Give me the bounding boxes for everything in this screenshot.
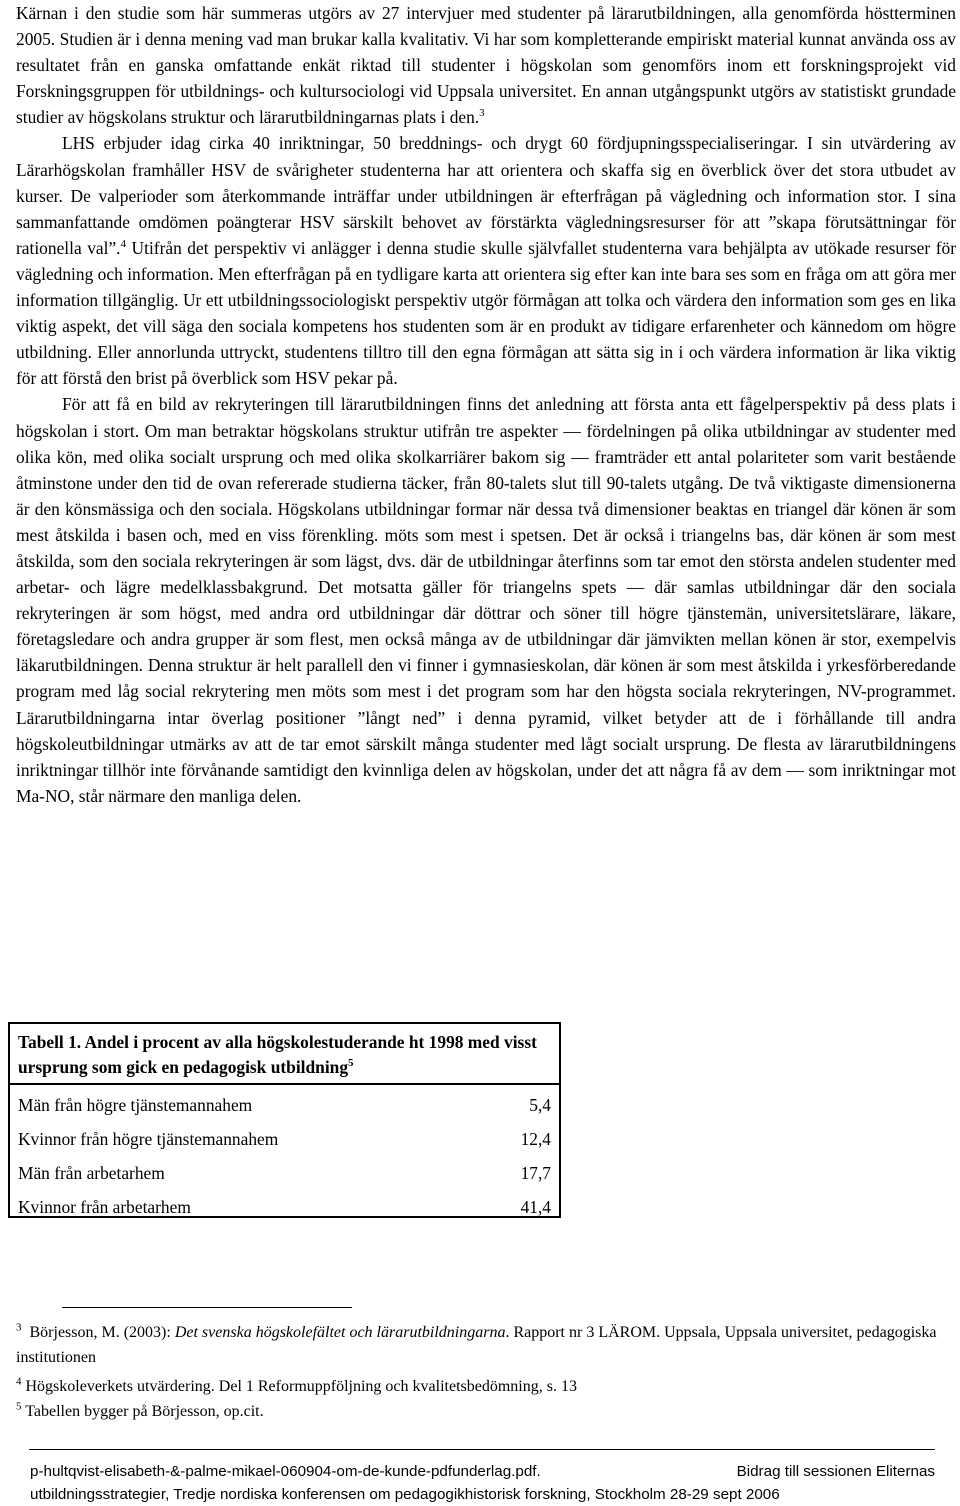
table-1 (8, 1022, 561, 1218)
footnote-ref-5[interactable]: 5 (348, 1057, 354, 1070)
page-footer-line-2: utbildningsstrategier, Tredje nordiska konferensen om pedagogikhistorisk forskning, Stockholm 28-29 sept 2006 (30, 1486, 780, 1503)
footnotes (16, 1320, 956, 1424)
row-value: 5,4 (529, 1095, 551, 1115)
row-label: Män från högre tjänstemannahem (18, 1095, 253, 1115)
table-title-text: Tabell 1. Andel i procent av alla högskolestuderande ht 1998 med visst ursprung som gick en pedagogisk utbildning (18, 1032, 537, 1077)
paragraph-2-text-b: Utifrån det perspektiv vi anlägger i denna studie skulle självfallet studenterna vara behjälpta av utökade resurser för vägledning och information. Men efterfrågan på en tydligare karta att orientera sig efter kan inte bara ses som en fråga om att göra mer information tillgänglig. Ur ett utbildningssociologiskt perspektiv utgör förmågan att tolka och värdera den information som ges en lika viktig aspekt, det vill säga den sociala kompetens hos studenten som är en produkt av tidigare erfarenheter och kännedom om högre utbildning. Eller annorlunda uttryckt, studentens tilltro till den egna förmågan att sätta sig in i och värdera information är lika viktig för att förstå den brist på överblick som HSV pekar på. (16, 237, 956, 389)
footer-filename: p-hultqvist-elisabeth-&-palme-mikael-060904-om-de-kunde-pdfunderlag.pdf. (30, 1463, 541, 1480)
footnote-4-text: Högskoleverkets utvärdering. Del 1 Reformuppföljning och kvalitetsbedömning, s. 13 (25, 1378, 577, 1395)
footnote-number: 4 (16, 1375, 22, 1388)
paragraph-3-text: För att få en bild av rekryteringen till lärarutbildningen finns det anledning att första anta ett fågelperspektiv på dess plats i högskolan i stort. Om man betraktar högskolans struktur utifrån tre aspekter — fördelningen på olika utbildningar av studenter med olika kön, med olika socialt ursprung och med olika skolkarriärer bakom sig — framträder ett antal polariteter som varit bestående åtminstone under den tid de ovan refererade studierna täcker, från 80-talets slut till 90-talets utgång. De två viktigaste dimensionerna är den könsmässiga och den sociala. Högskolans utbildningar formar när dessa två dimensioner beaktas en triangel där könen är som mest åtskilda i basen och, med en viss förenkling. möts som mest i spetsen. Det är också i triangelns bas, där könen är som mest åtskilda, som den sociala rekryteringen är som lägst, dvs. där de utbildningar återfinns som tar emot den största andelen studenter med arbetar- och lägre medelklassbakgrund. Det motsatta gäller för triangelns spets — där samlas utbildningar där den sociala rekryteringen är som högst, med andra ord utbildningar där döttrar och söner till högre tjänstemän, universitetslärare, läkare, företagsledare och andra grupper är som flest, men också många av de utbildningar där jämvikten mellan könen är stor, exempelvis läkarutbildningen. Denna struktur är helt parallell den vi finner i gymnasieskolan, där könen är som mest åtskilda i yrkesförberedande program med låg social rekrytering men möts som mest i det program som har den högsta sociala rekryteringen, NV-programmet. Lärarutbildningarna intar överlag positioner ”långt ned” i denna pyramid, vilket betyder att de i förhållande till andra högskoleutbildningar utmärks av att de tar emot särskilt många studenter med lågt socialt ursprung. De flesta av lärarutbildningens inriktningar tillhör inte förvånande samtidigt den kvinnliga delen av högskolan, under det att några få av dem — som inriktningar mot Ma-NO, står närmare den manliga delen. (16, 394, 956, 806)
row-label: Män från arbetarhem (18, 1163, 165, 1183)
row-label: Kvinnor från arbetarhem (18, 1197, 191, 1217)
table-title (18, 1030, 553, 1080)
row-value: 17,7 (520, 1163, 551, 1183)
page-footer-line-1 (30, 1460, 935, 1483)
footnote-3-post: . Rapport nr 3 LÄROM. Uppsala, Uppsala universitet, pedagogiska institutionen (16, 1324, 937, 1366)
row-label: Kvinnor från högre tjänstemannahem (18, 1129, 279, 1149)
footnote-number: 5 (16, 1400, 22, 1413)
paragraph-1 (16, 0, 956, 130)
footnote-5 (16, 1399, 956, 1424)
paragraph-2 (16, 130, 956, 391)
footnote-3-title: Det svenska högskolefältet och lärarutbildningarna (174, 1324, 506, 1341)
paragraph-1-text: Kärnan i den studie som här summeras utgörs av 27 intervjuer med studenter på lärarutbildningen, alla genomförda höstterminen 2005. Studien är i denna mening vad man brukar kalla kvalitativ. Vi har som kompletterande empiriskt material kunnat använda oss av resultatet från en ganska omfattande enkät riktad till studenter i högskolan som genomförs inom ett forskningsprojekt vid Forskningsgruppen för utbildnings- och kultursociologi vid Uppsala universitet. En annan utgångspunkt utgörs av statistiskt grundade studier av högskolans struktur och lärarutbildningarnas plats i den. (16, 3, 956, 128)
page-footer-rule (29, 1449, 935, 1450)
row-value: 12,4 (520, 1129, 551, 1149)
footnote-4 (16, 1374, 956, 1399)
footnote-ref-3[interactable]: 3 (479, 107, 485, 120)
footnote-number: 3 (16, 1321, 22, 1334)
footer-session: Bidrag till sessionen Eliternas (736, 1463, 935, 1480)
row-value: 41,4 (520, 1197, 551, 1217)
paragraph-2-text-a: LHS erbjuder idag cirka 40 inriktningar, 50 breddnings- och drygt 60 fördjupningsspecialiseringar. I sin utvärdering av Lärarhögskolan framhåller HSV de svårigheter studenterna har att orientera och skaffa sig en överblick över det stora utbudet av kurser. De valperioder som återkommande inträffar under utbildningen är efterfrågan på vägledning och information stor. I sina sammanfattande omdömen poängterar HSV särskilt behovet av förstärkta vägledningsresurser för att ”skapa förutsättningar för rationella val”. (16, 133, 956, 258)
footnote-3 (16, 1320, 956, 1370)
footnote-3-pre: Börjesson, M. (2003): (29, 1324, 175, 1341)
body-text (16, 0, 956, 809)
table-divider (10, 1083, 559, 1085)
page-footer (30, 1460, 935, 1506)
footnote-ref-4[interactable]: 4 (120, 238, 127, 251)
footnote-separator (62, 1307, 352, 1308)
paragraph-3 (16, 391, 956, 809)
footnote-5-text: Tabellen bygger på Börjesson, op.cit. (25, 1403, 264, 1420)
